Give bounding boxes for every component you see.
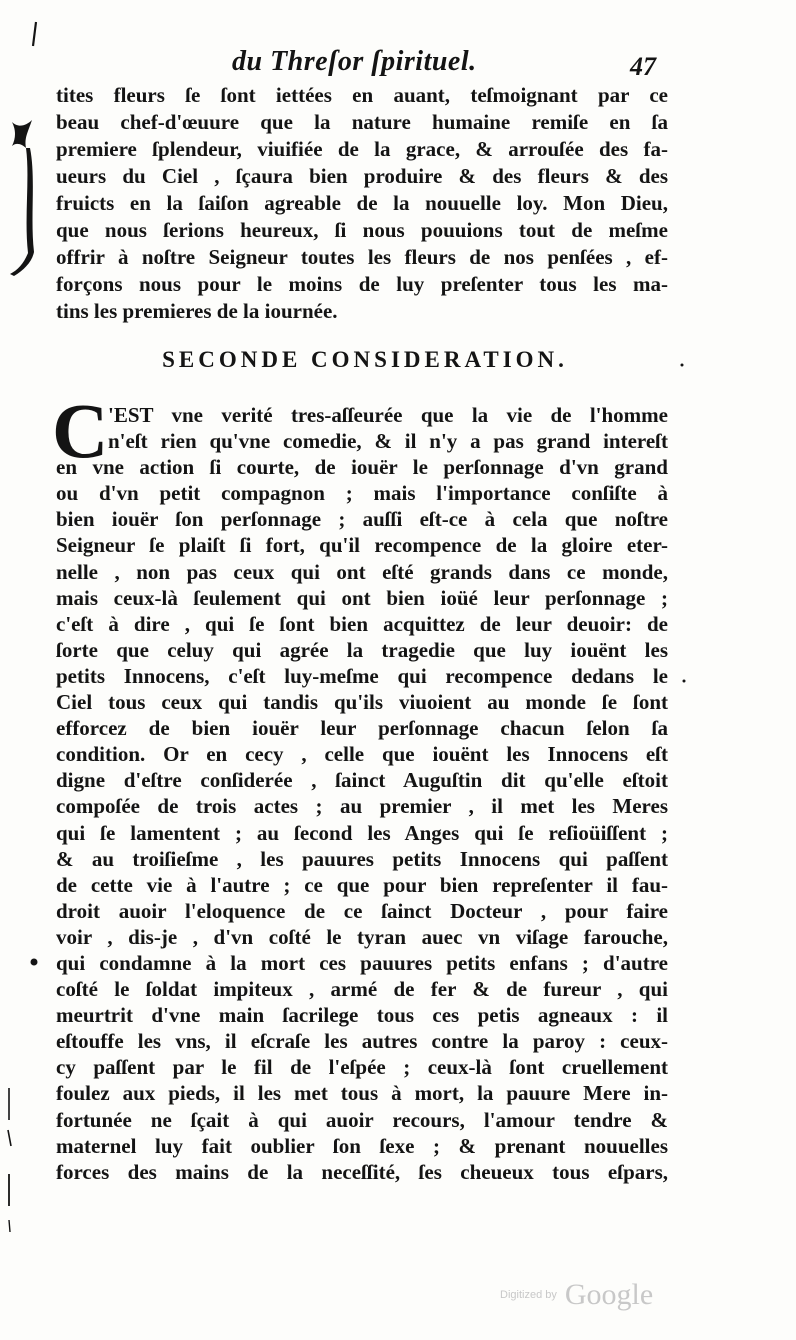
text-line: premiere ſplendeur, viuifiée de la grace, & arrouſée des fa- xyxy=(56,137,668,161)
google-logo: Google xyxy=(564,1278,654,1311)
text-line: n'eſt rien qu'vne comedie, & il n'y a pas grand intereſt xyxy=(108,429,668,454)
text-line: eſtouffe les vns, il eſcraſe les autres contre la paroy : ceux- xyxy=(56,1029,668,1054)
text-line: 'EST vne verité tres-aſſeurée que la vie de l'homme xyxy=(108,403,668,427)
text-line: forçons nous pour le moins de luy preſenter tous les ma- xyxy=(56,272,668,296)
drop-cap: C xyxy=(52,387,109,474)
text-line: mais ceux-là ſeulement qui ont bien ioüé leur perſonnage ; xyxy=(56,585,668,610)
text-line: ou d'vn petit compagnon ; mais l'importance conſiſte à xyxy=(56,481,668,506)
paragraph-continuation xyxy=(56,82,668,325)
text-line: c'eſt à dire , qui ſe ſont bien acquittez de leur deuoir: de xyxy=(56,611,668,636)
digitization-watermark xyxy=(500,1278,653,1312)
page-number: 47 xyxy=(630,52,656,81)
text-line: offrir à noſtre Seigneur toutes les fleurs de nos penſées , ef- xyxy=(56,245,668,269)
text-line: coſté le ſoldat impiteux , armé de fer & de fureur , qui xyxy=(56,977,668,1002)
text-line: tites fleurs ſe ſont iettées en auant, teſmoignant par ce xyxy=(56,83,668,107)
watermark-prefix: Digitized by xyxy=(500,1289,557,1301)
text-line: maternel luy fait oublier ſon ſexe ; & prenant nouuelles xyxy=(56,1133,668,1158)
text-line: digne d'eſtre conſiderée , ſainct Auguſtin dit qu'elle eſtoit xyxy=(56,768,668,793)
text-line: qui condamne à la mort ces pauures petits enfans ; d'autre xyxy=(56,950,668,975)
margin-dot-mark xyxy=(28,956,40,968)
text-line: ueurs du Ciel , ſçaura bien produire & des fleurs & des xyxy=(56,164,668,188)
text-line: qui ſe lamentent ; au ſecond les Anges qui ſe reſioüiſſent ; xyxy=(56,820,668,845)
section-heading: SECONDE CONSIDERATION. xyxy=(162,347,568,372)
paragraph-second-consideration xyxy=(56,402,668,1185)
margin-dot-mark xyxy=(680,676,688,686)
text-line: droit auoir l'eloquence de ce ſainct Docteur , pour faire xyxy=(56,898,668,923)
text-line: que nous ſerions heureux, ſi nous pouuions tout de meſme xyxy=(56,218,668,242)
text-line: fortunée ne ſçait à qui auoir recours, l'amour tendre & xyxy=(56,1107,668,1132)
text-line: voir , dis-je , d'vn coſté le tyran auec vn viſage farouche, xyxy=(56,924,668,949)
text-line: bien iouër ſon perſonnage ; auſſi eſt-ce à cela que noſtre xyxy=(56,507,668,532)
text-line: ſorte que celuy qui agrée la tragedie que luy iouënt les xyxy=(56,637,668,662)
text-line: condition. Or en cecy , celle que iouënt les Innocens eſt xyxy=(56,742,668,767)
text-line: nelle , non pas ceux qui ont eſté grands dans ce monde, xyxy=(56,559,668,584)
text-line: efforcez de bien iouër leur perſonnage chacun ſelon ſa xyxy=(56,716,668,741)
text-line: petits Innocens, c'eſt luy-meſme qui recompence dedans le xyxy=(56,663,668,688)
margin-stroke-mark xyxy=(2,1086,16,1236)
text-line: meurtrit d'vne main ſacrilege tous ces petis agneaux : il xyxy=(56,1003,668,1028)
text-line: Seigneur ſe plaiſt ſi fort, qu'il recompence de la gloire eter- xyxy=(56,533,668,558)
text-line: foulez aux pieds, il les met tous à mort, la pauure Mere in- xyxy=(56,1081,668,1106)
text-line: beau chef-d'œuure que la nature humaine remiſe en ſa xyxy=(56,110,668,134)
running-title: du Threſor ſpirituel. xyxy=(232,46,477,77)
text-line: fruicts en la ſaiſon agreable de la nouuelle loy. Mon Dieu, xyxy=(56,191,668,215)
text-line: cy paſſent par le fil de l'eſpée ; ceux-là ſont cruellement xyxy=(56,1055,668,1080)
text-line: Ciel tous ceux qui tandis qu'ils viuoient au monde ſe ſont xyxy=(56,690,668,715)
text-line: compoſée de trois actes ; au premier , il met les Meres xyxy=(56,794,668,819)
text-line: de cette vie à l'autre ; ce que pour bien repreſenter il fau- xyxy=(56,872,668,897)
margin-stroke-mark xyxy=(28,20,42,48)
margin-dot-mark xyxy=(678,360,686,370)
margin-bracket-mark xyxy=(4,118,44,278)
text-line: tins les premieres de la iournée. xyxy=(56,299,338,323)
text-line: & au troiſieſme , les pauures petits Innocens qui paſſent xyxy=(56,846,668,871)
text-line: en vne action ſi courte, de iouër le perſonnage d'vn grand xyxy=(56,455,668,480)
text-line: forces des mains de la neceſſité, ſes cheueux tous eſpars, xyxy=(56,1159,668,1184)
